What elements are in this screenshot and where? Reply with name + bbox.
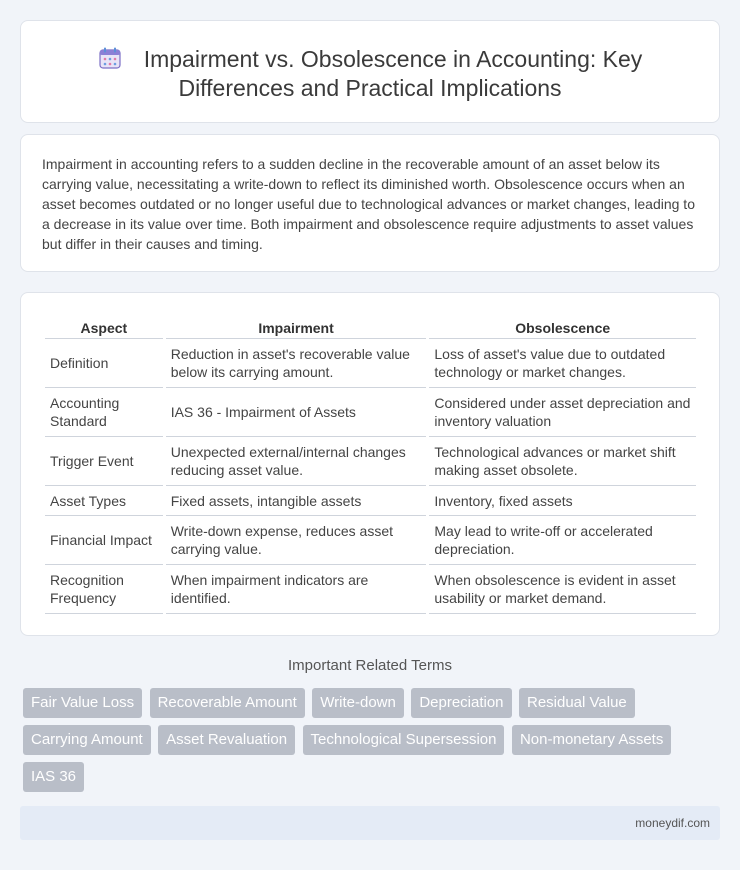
- comparison-table-card: [20, 292, 720, 636]
- cell-impairment: Fixed assets, intangible assets: [166, 486, 427, 516]
- cell-aspect: Accounting Standard: [45, 388, 163, 437]
- cell-aspect: Recognition Frequency: [45, 565, 163, 614]
- table-header-row: [45, 317, 696, 339]
- related-terms-title: Important Related Terms: [288, 657, 452, 674]
- intro-card: [20, 134, 720, 272]
- cell-impairment: Reduction in asset's recoverable value below its carrying amount.: [166, 339, 427, 388]
- tag-write-down[interactable]: Write-down: [312, 688, 404, 718]
- cell-impairment: Unexpected external/internal changes reducing asset value.: [166, 437, 427, 486]
- cell-aspect: Trigger Event: [45, 437, 163, 486]
- intro-paragraph: Impairment in accounting refers to a sudden decline in the recoverable amount of an asset below its carrying value, necessitating a write-down to reflect its diminished worth. Obsolescence occurs when an asset becomes outdated or no longer useful due to technological advances or market changes, leading to a decrease in its value over time. Both impairment and obsolescence require adjustments to asset values but differ in their causes and timing.: [42, 156, 695, 252]
- related-terms-tags: [23, 688, 723, 799]
- tag-recoverable-amount[interactable]: Recoverable Amount: [150, 688, 305, 718]
- title-line-2: Differences and Practical Implications: [178, 75, 562, 101]
- page-title: [21, 45, 719, 103]
- cell-aspect: Asset Types: [45, 486, 163, 516]
- cell-obsolescence: Loss of asset's value due to outdated technology or market changes.: [429, 339, 696, 388]
- tag-asset-revaluation[interactable]: Asset Revaluation: [158, 725, 295, 755]
- table-row: [45, 565, 696, 614]
- header-aspect: Aspect: [45, 317, 163, 339]
- table-row: [45, 388, 696, 437]
- comparison-table: [42, 317, 699, 614]
- table-row: [45, 339, 696, 388]
- cell-aspect: Financial Impact: [45, 516, 163, 565]
- header-obsolescence: Obsolescence: [429, 317, 696, 339]
- tag-ias-36[interactable]: IAS 36: [23, 762, 84, 792]
- title-line-1: Impairment vs. Obsolescence in Accounting: Key: [143, 46, 643, 72]
- tag-residual-value[interactable]: Residual Value: [519, 688, 635, 718]
- tag-fair-value-loss[interactable]: Fair Value Loss: [23, 688, 142, 718]
- title-card: [20, 20, 720, 123]
- cell-impairment: Write-down expense, reduces asset carrying value.: [166, 516, 427, 565]
- tag-non-monetary-assets[interactable]: Non-monetary Assets: [512, 725, 671, 755]
- cell-aspect: Definition: [45, 339, 163, 388]
- cell-obsolescence: Inventory, fixed assets: [429, 486, 696, 516]
- cell-obsolescence: When obsolescence is evident in asset usability or market demand.: [429, 565, 696, 614]
- table-row: [45, 486, 696, 516]
- tag-technological-supersession[interactable]: Technological Supersession: [303, 725, 505, 755]
- calendar-icon: [98, 46, 122, 70]
- cell-obsolescence: May lead to write-off or accelerated depreciation.: [429, 516, 696, 565]
- cell-impairment: IAS 36 - Impairment of Assets: [166, 388, 427, 437]
- cell-obsolescence: Technological advances or market shift making asset obsolete.: [429, 437, 696, 486]
- footer-site[interactable]: moneydif.com: [635, 816, 710, 830]
- cell-impairment: When impairment indicators are identified.: [166, 565, 427, 614]
- header-impairment: Impairment: [166, 317, 427, 339]
- cell-obsolescence: Considered under asset depreciation and inventory valuation: [429, 388, 696, 437]
- table-row: [45, 516, 696, 565]
- tag-carrying-amount[interactable]: Carrying Amount: [23, 725, 151, 755]
- footer: [20, 806, 720, 840]
- table-row: [45, 437, 696, 486]
- tag-depreciation[interactable]: Depreciation: [411, 688, 511, 718]
- title-wrap: [21, 45, 719, 103]
